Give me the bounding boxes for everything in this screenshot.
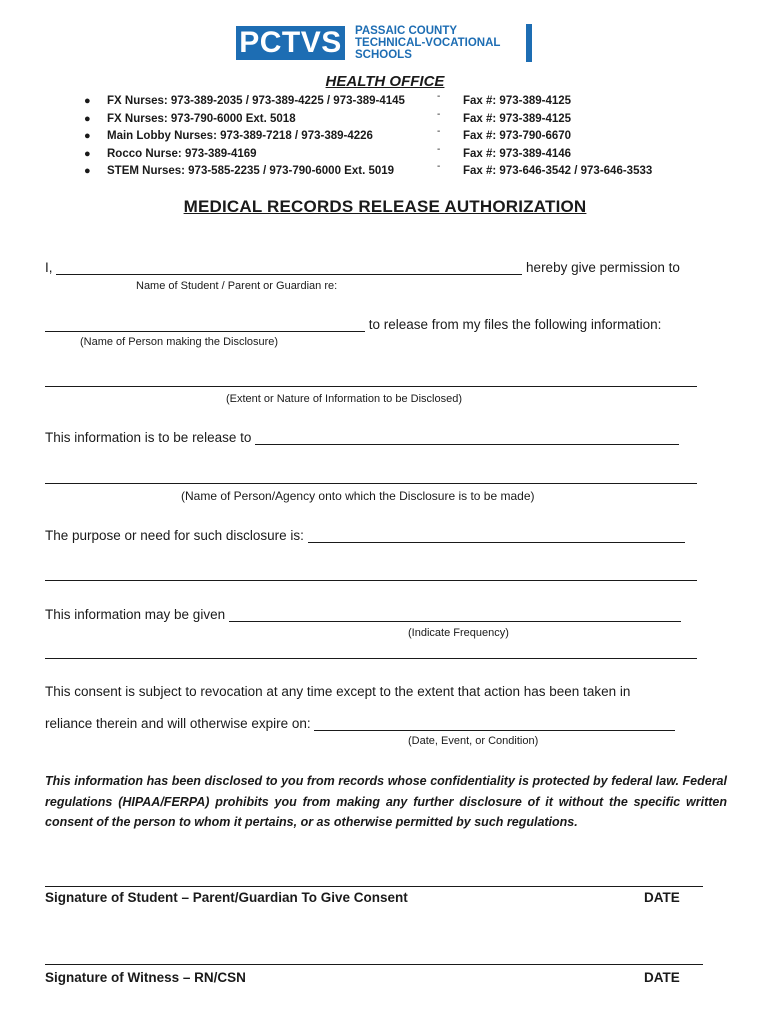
- bullet-icon: ●: [84, 165, 91, 177]
- contact-fax: Fax #: 973-646-3542 / 973-646-3533: [463, 165, 653, 177]
- bullet-icon: ●: [84, 95, 91, 107]
- separator: -: [437, 143, 441, 155]
- health-office-title: HEALTH OFFICE: [325, 73, 445, 90]
- student-date-label: DATE: [644, 890, 680, 905]
- field-caption: (Date, Event, or Condition): [408, 735, 539, 747]
- field-caption: Name of Student / Parent or Guardian re:: [136, 280, 338, 292]
- line-label: This information may be given: [45, 607, 226, 622]
- field-caption: (Indicate Frequency): [408, 627, 509, 639]
- separator: -: [437, 91, 441, 102]
- release-to-field[interactable]: [255, 431, 679, 445]
- disclosing-person-field[interactable]: [45, 318, 365, 332]
- line-label: reliance therein and will otherwise expire on:: [45, 716, 311, 731]
- frequency-field[interactable]: [229, 608, 681, 622]
- permission-line: [45, 260, 680, 275]
- contact-row: [84, 108, 684, 131]
- expiry-line: [45, 716, 675, 731]
- contact-row: [84, 143, 684, 166]
- bullet-icon: ●: [84, 130, 91, 142]
- student-signature-label: Signature of Student – Parent/Guardian To Give Consent: [45, 890, 408, 905]
- contact-row: [84, 161, 684, 183]
- logo-bar: [526, 24, 532, 62]
- purpose-continued-field[interactable]: [45, 580, 697, 581]
- line-label: The purpose or need for such disclosure is:: [45, 528, 304, 543]
- contact-phone: Rocco Nurse: 973-389-4169: [107, 147, 257, 160]
- purpose-field[interactable]: [308, 529, 685, 543]
- student-signature-field[interactable]: [45, 886, 703, 887]
- bullet-icon: ●: [84, 112, 91, 125]
- expiration-field[interactable]: [314, 717, 675, 731]
- witness-date-label: DATE: [644, 970, 680, 985]
- contact-fax: Fax #: 973-389-4125: [463, 95, 572, 107]
- witness-signature-label: Signature of Witness – RN/CSN: [45, 970, 246, 985]
- logo-mark: PCTVS: [236, 26, 345, 60]
- logo-line-3: SCHOOLS: [355, 49, 412, 61]
- information-extent-field[interactable]: [45, 386, 697, 387]
- contact-phone: FX Nurses: 973-389-2035 / 973-389-4225 / 973-389-4145: [107, 95, 405, 107]
- contact-phone: FX Nurses: 973-790-6000 Ext. 5018: [107, 112, 296, 125]
- contact-row: [84, 126, 684, 148]
- release-line: [45, 317, 661, 332]
- frequency-line: [45, 607, 681, 622]
- frequency-continued-field[interactable]: [45, 658, 697, 659]
- contact-fax: Fax #: 973-790-6670: [463, 130, 572, 142]
- consent-text-line-1: This consent is subject to revocation at any time except to the extent that action has been taken in: [45, 684, 631, 699]
- form-title: MEDICAL RECORDS RELEASE AUTHORIZATION: [183, 197, 587, 216]
- logo-line-2: TECHNICAL-VOCATIONAL: [355, 37, 501, 49]
- separator: -: [437, 108, 441, 120]
- purpose-line: [45, 528, 685, 543]
- school-logo: [236, 24, 536, 64]
- logo-line-1: PASSAIC COUNTY: [355, 25, 458, 37]
- recipient-agency-field[interactable]: [45, 483, 697, 484]
- contact-row: [84, 91, 684, 113]
- witness-signature-field[interactable]: [45, 964, 703, 965]
- release-to-line: [45, 430, 679, 445]
- line-label: hereby give permission to: [526, 260, 680, 275]
- field-caption: (Extent or Nature of Information to be Disclosed): [226, 393, 462, 405]
- contact-phone: Main Lobby Nurses: 973-389-7218 / 973-389-4226: [107, 130, 373, 142]
- contact-fax: Fax #: 973-389-4125: [463, 112, 572, 125]
- line-label: I,: [45, 260, 53, 275]
- contact-list: [84, 91, 684, 183]
- line-label: to release from my files the following information:: [368, 317, 662, 332]
- line-label: This information is to be release to: [45, 430, 252, 445]
- contact-fax: Fax #: 973-389-4146: [463, 147, 572, 160]
- contact-phone: STEM Nurses: 973-585-2235 / 973-790-6000 Ext. 5019: [107, 165, 395, 177]
- separator: -: [437, 126, 441, 137]
- bullet-icon: ●: [84, 147, 91, 160]
- field-caption: (Name of Person/Agency onto which the Disclosure is to be made): [181, 489, 535, 503]
- name-student-guardian-field[interactable]: [56, 261, 522, 275]
- confidentiality-notice: This information has been disclosed to you from records whose confidentiality is protected by federal law. Federal regulations (HIPAA/FERPA) prohibits you from making any further disclosure of it without the specific written consent of the person to whom it pertains, or as otherwise permitted by such regulations.: [45, 774, 727, 829]
- separator: -: [437, 161, 441, 172]
- field-caption: (Name of Person making the Disclosure): [80, 336, 279, 348]
